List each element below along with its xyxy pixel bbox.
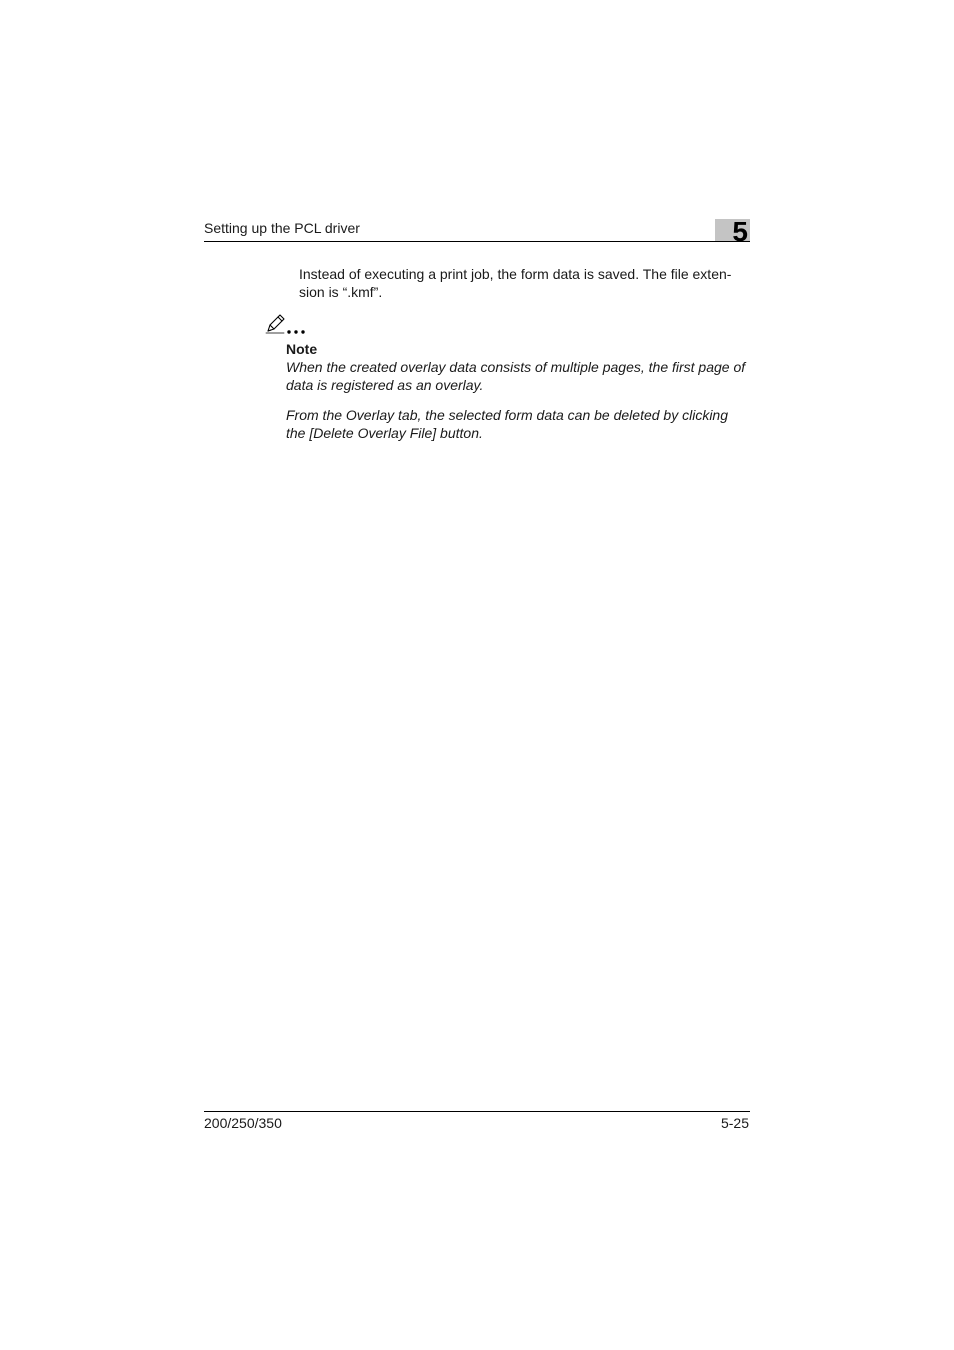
running-header-title: Setting up the PCL driver bbox=[204, 220, 360, 236]
footer-page-number: 5-25 bbox=[720, 1115, 749, 1131]
body-paragraph: Instead of executing a print job, the form data is saved. The file exten-sion is “.kmf”. bbox=[299, 266, 732, 300]
note-text-overlay-pages: When the created overlay data consists of multiple pages, the first page of data is registered as an overlay. bbox=[286, 359, 746, 393]
footer-model-number: 200/250/350 bbox=[204, 1115, 282, 1131]
note-text-delete-overlay: From the Overlay tab, the selected form data can be deleted by clicking the [Delete Overlay File] button. bbox=[286, 407, 729, 441]
pencil-note-icon bbox=[264, 312, 314, 336]
note-heading: Note bbox=[286, 341, 318, 357]
chapter-number: 5 bbox=[732, 216, 748, 247]
footer-rule bbox=[204, 1111, 750, 1112]
header-rule bbox=[204, 241, 750, 242]
